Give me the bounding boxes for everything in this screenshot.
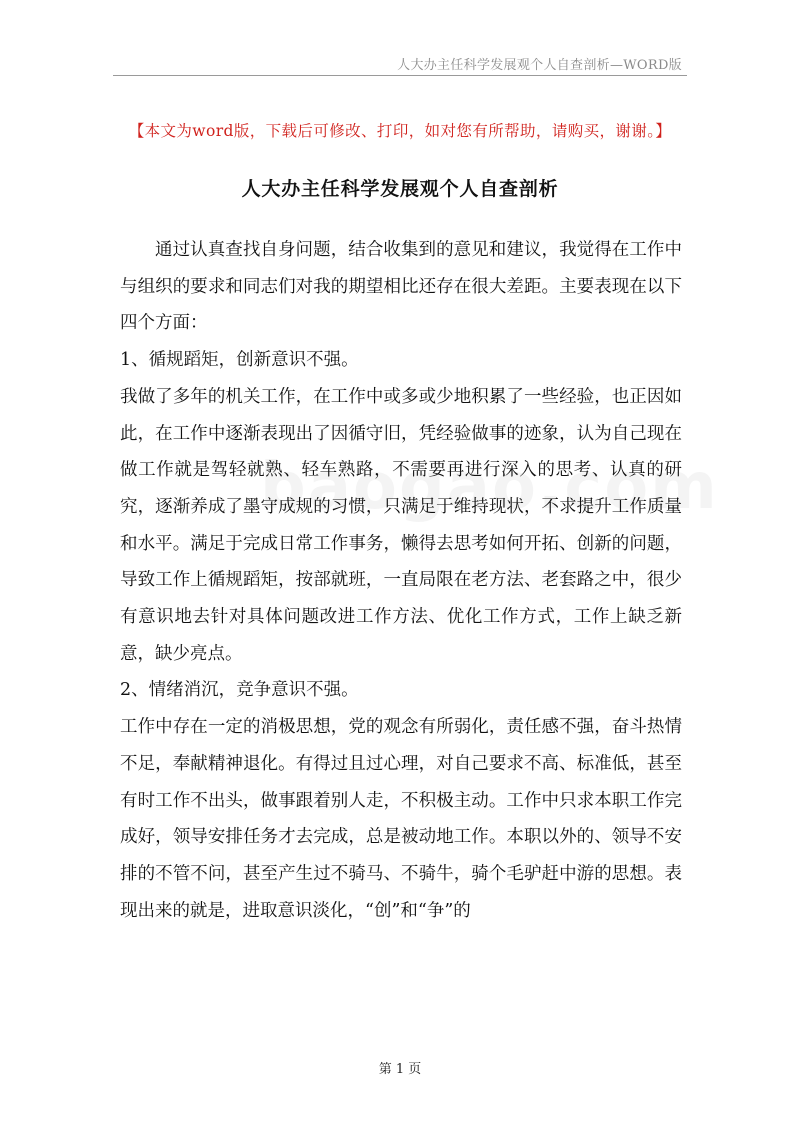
intro-paragraph: 通过认真查找自身问题，结合收集到的意见和建议，我觉得在工作中与组织的要求和同志们对我的期望相比还存在很大差距。主要表现在以下四个方面： [120, 240, 682, 334]
section-heading-1: 1、循规蹈矩，创新意识不强。 [120, 350, 359, 371]
download-notice: 【本文为word版，下载后可修改、打印，如对您有所帮助，请购买，谢谢。】 [128, 122, 672, 140]
page-number: 第 1 页 [378, 1062, 422, 1077]
running-header: 人大办主任科学发展观个人自查剖析—WORD版 [397, 58, 682, 73]
document-title: 人大办主任科学发展观个人自查剖析 [241, 178, 559, 200]
header-divider [113, 75, 687, 76]
section-heading-2: 2、情绪消沉，竞争意识不强。 [120, 680, 359, 701]
section-paragraph-2: 工作中存在一定的消极思想，党的观念有所弱化，责任感不强，奋斗热情不足，奉献精神退化。有得过且过心理，对自己要求不高、标准低，甚至有时工作不出头，做事跟着别人走，不积极主动。工作中只求本职工作完成好，领导安排任务才去完成，总是被动地工作。本职以外的、领导不安排的不管不问，甚至产生过不骑马、不骑牛，骑个毛驴赶中游的思想。表现出来的就是，进取意识淡化，“创”和“争”的 [120, 717, 682, 921]
document-body [120, 232, 682, 929]
section-paragraph-1: 我做了多年的机关工作，在工作中或多或少地积累了一些经验，也正因如此，在工作中逐渐表现出了因循守旧，凭经验做事的迹象，认为自己现在做工作就是驾轻就熟、轻车熟路，不需要再进行深入的思考、认真的研究，逐渐养成了墨守成规的习惯，只满足于维持现状，不求提升工作质量和水平。满足于完成日常工作事务，懒得去思考如何开拓、创新的问题，导致工作上循规蹈矩，按部就班，一直局限在老方法、老套路之中，很少有意识地去针对具体问题改进工作方法、优化工作方式，工作上缺乏新意，缺少亮点。 [120, 386, 682, 664]
